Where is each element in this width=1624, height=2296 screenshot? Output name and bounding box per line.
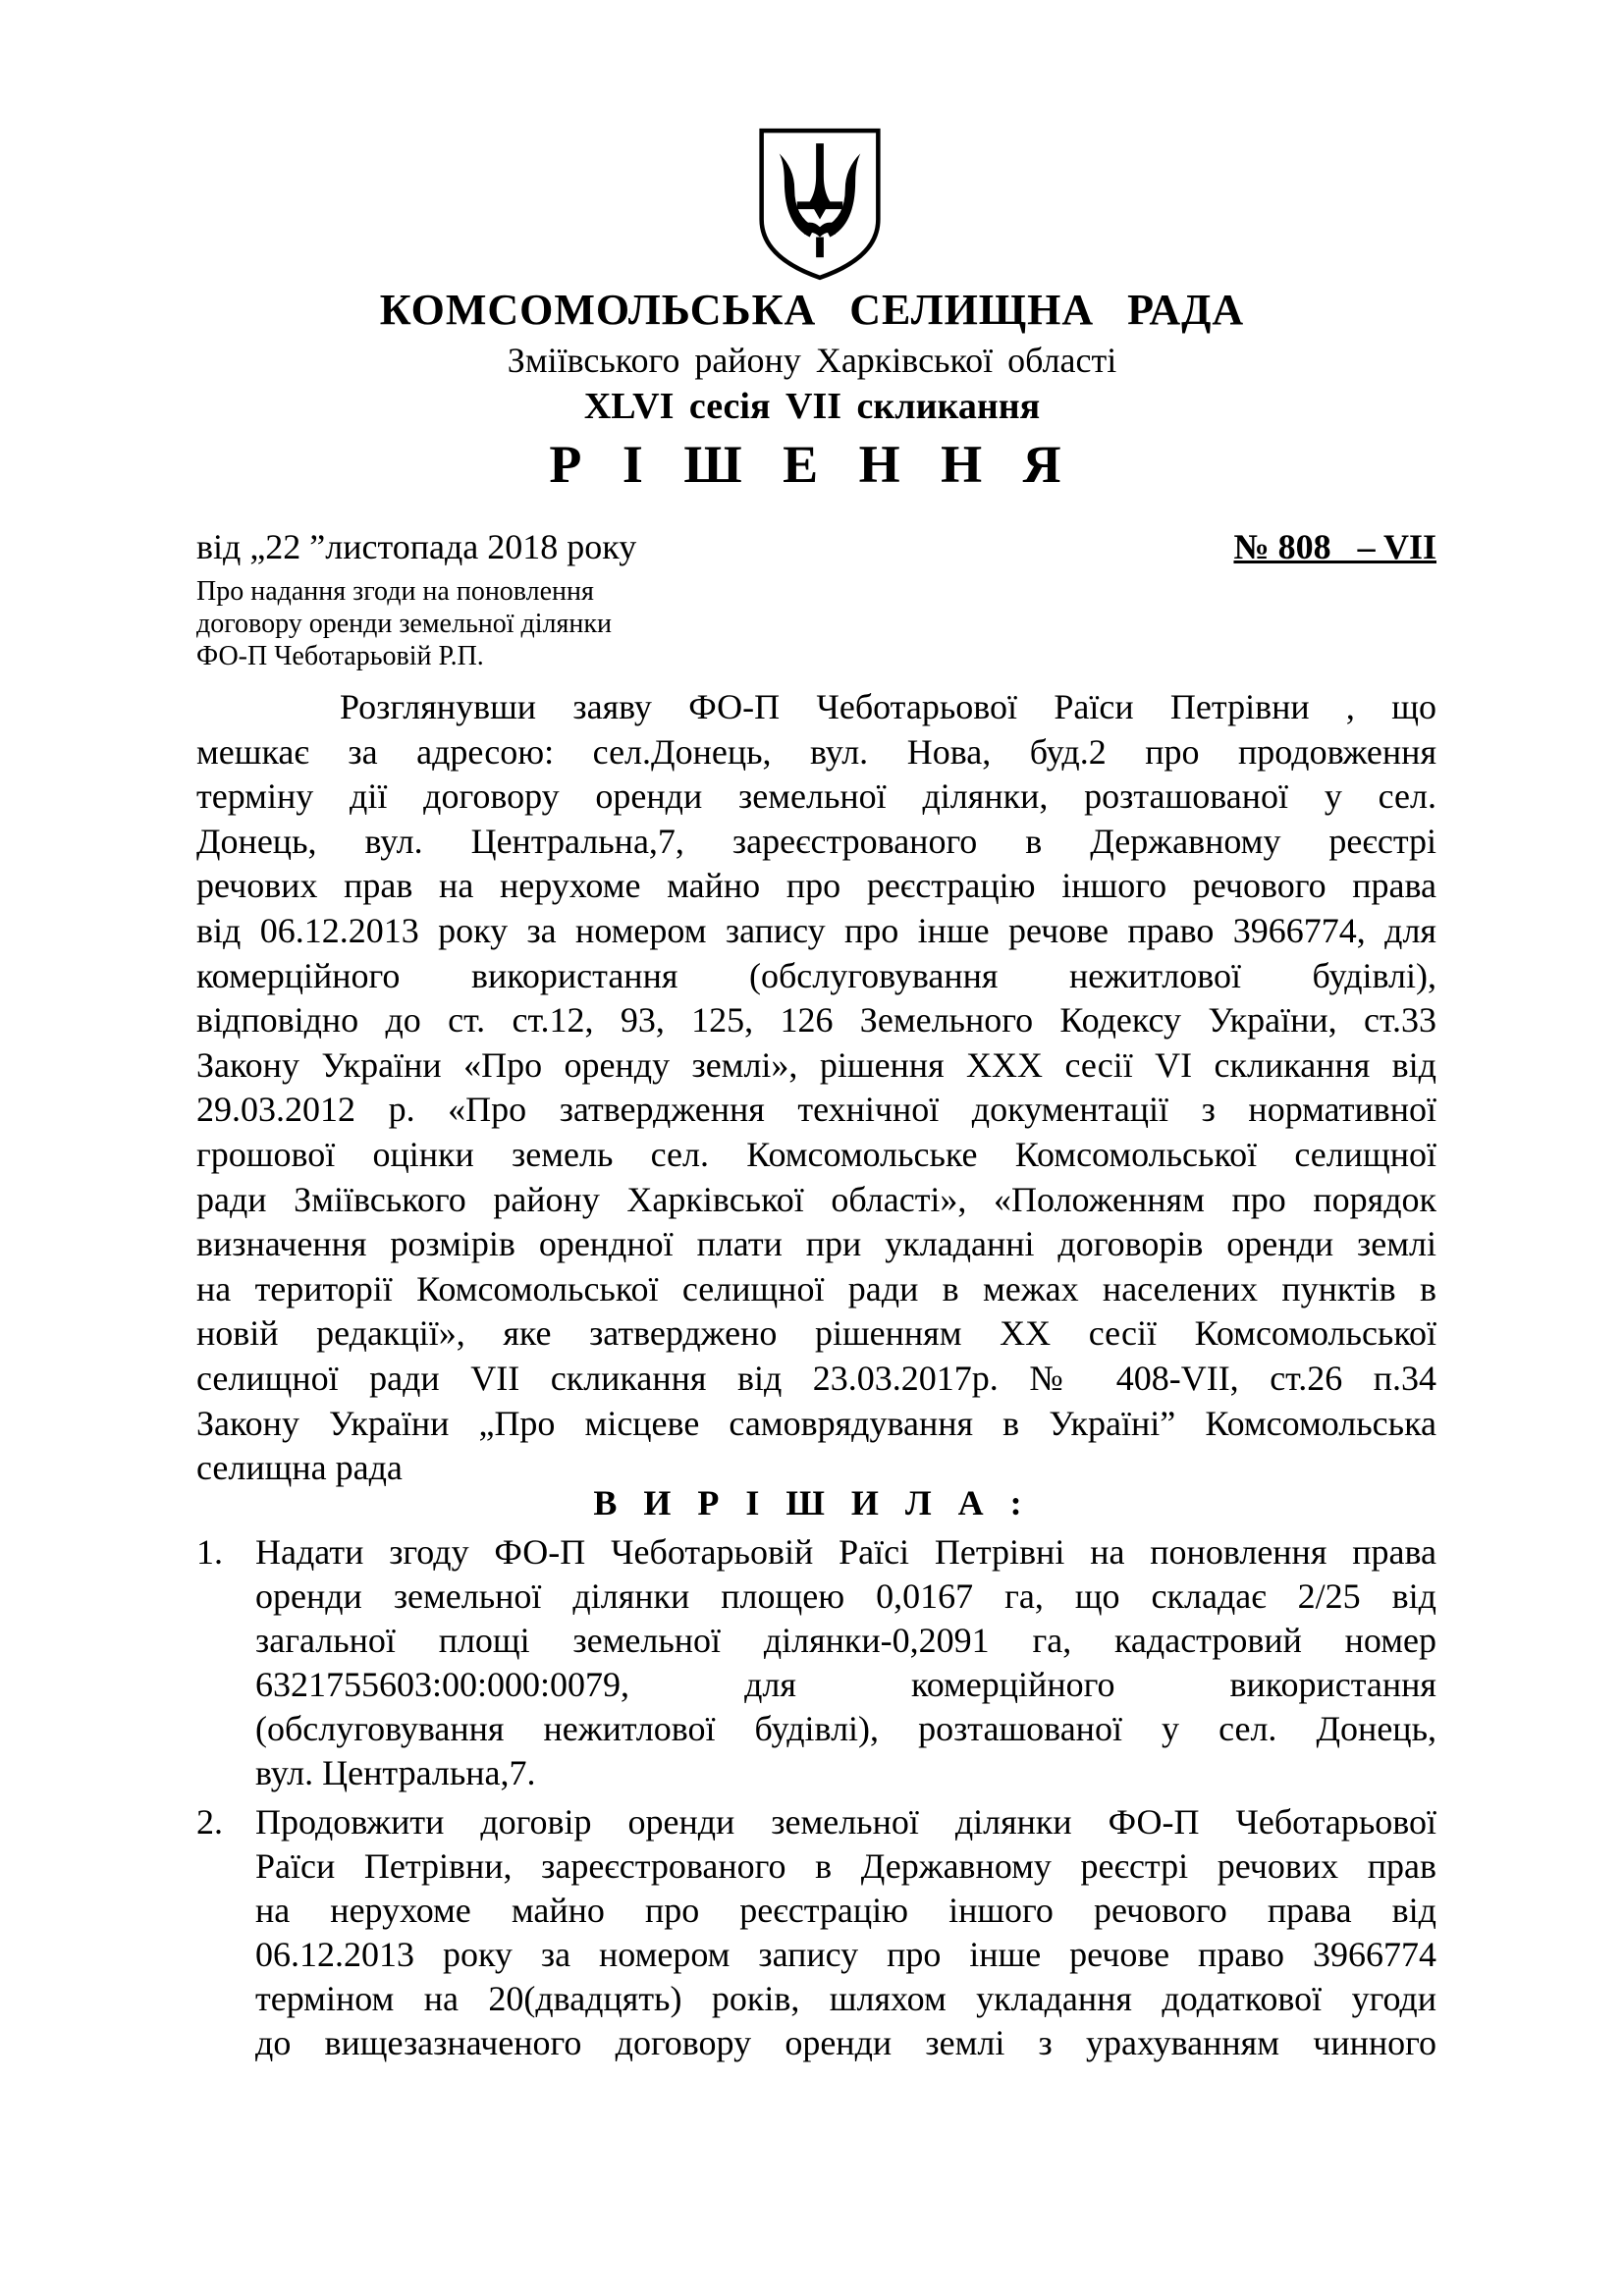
council-name: КОМСОМОЛЬСЬКА СЕЛИЩНА РАДА: [379, 286, 1245, 334]
item-line: Продовжити договір оренди земельної ділянки ФО-П Чеботарьової: [255, 1802, 1436, 1842]
preamble-line: Донець, вул. Центральна,7, зареєстрованого в Державному реєстрі: [196, 821, 1436, 861]
resolved-heading: В И Р І Ш И Л А :: [593, 1483, 1031, 1522]
item-line: вул. Центральна,7.: [255, 1753, 536, 1792]
preamble-line: грошової оцінки земель сел. Комсомольське Комсомольської селищної: [196, 1134, 1436, 1174]
item-line: на нерухоме майно про реєстрацію іншого речового права від: [255, 1891, 1436, 1930]
purpose-word: для: [744, 1665, 796, 1704]
purpose-word: використання: [1229, 1665, 1436, 1704]
preamble-line: селищної ради VII скликання від 23.03.2017р. № 408-VII, ст.26 п.34: [196, 1358, 1436, 1398]
item-number: 2.: [196, 1802, 223, 1842]
preamble-line: терміну дії договору оренди земельної ділянки, розташованої у сел.: [196, 776, 1436, 817]
preamble-line: новій редакції», яке затверджено рішенням ХХ сесії Комсомольської: [196, 1313, 1436, 1354]
purpose-word: комерційного: [911, 1665, 1115, 1704]
preamble-line: ради Зміївського району Харківської області», «Положенням про порядок: [196, 1179, 1436, 1219]
item-line: 06.12.2013 року за номером запису про інше речове право 3966774: [255, 1935, 1436, 1974]
resolution-list: [196, 1530, 1436, 2065]
preamble-line: відповідно до ст. ст.12, 93, 125, 126 Земельного Кодексу України, ст.33: [196, 1000, 1436, 1041]
item-line: до вищезазначеного договору оренди землі з урахуванням чинного: [255, 2023, 1436, 2062]
session-convocation: XLVI сесія VII скликання: [583, 386, 1041, 427]
preamble-line: селищна рада: [196, 1448, 403, 1488]
decision-subject: [196, 575, 612, 672]
preamble-line: речових прав на нерухоме майно про реєстрацію іншого речового права: [196, 866, 1436, 906]
preamble-line: мешкає за адресою: сел.Донець, вул. Нова, буд.2 про продовження: [196, 731, 1436, 772]
resolution-item: [196, 1800, 1436, 2065]
preamble-line: Закону України „Про місцеве самоврядування в Україні” Комсомольська: [196, 1403, 1436, 1443]
item-line: Раїси Петрівни, зареєстрованого в Державному реєстрі речових прав: [255, 1846, 1436, 1886]
subject-line: договору оренди земельної ділянки: [196, 609, 612, 639]
item-line: терміном на 20(двадцять) років, шляхом укладання додаткової угоди: [255, 1979, 1436, 2018]
preamble-line: визначення розмірів орендної плати при укладанні договорів оренди землі: [196, 1224, 1436, 1264]
subject-line: ФО-П Чеботарьовій Р.П.: [196, 641, 484, 671]
preamble-line: Розглянувши заяву ФО-П Чеботарьової Раїси Петрівни , що: [340, 687, 1436, 726]
item-line: оренди земельної ділянки площею 0,0167 га, що складає 2/25 від: [255, 1576, 1436, 1616]
trident-coat-of-arms-icon: [756, 126, 884, 283]
preamble-line: Закону України «Про оренду землі», рішення ХХХ сесії VІ скликання від: [196, 1044, 1436, 1085]
item-line: Надати згоду ФО-П Чеботарьовій Раїсі Петрівні на поновлення права: [255, 1532, 1436, 1572]
resolution-item: [196, 1530, 1436, 1795]
document-title: Р І Ш Е Н Н Я: [549, 435, 1075, 494]
item-number: 1.: [196, 1532, 223, 1572]
preamble-line: 29.03.2012 р. «Про затвердження технічної документації з нормативної: [196, 1090, 1436, 1130]
preamble-line: комерційного використання (обслуговування нежитлової будівлі),: [196, 955, 1436, 995]
decision-date: від „22 ”листопада 2018 року: [196, 527, 637, 566]
district-region: Зміївського району Харківської області: [507, 341, 1117, 380]
item-line: загальної площі земельної ділянки-0,2091 га, кадастровий номер: [255, 1621, 1436, 1660]
decision-number: № 808 – VII: [1233, 527, 1436, 566]
cadastral-number: 6321755603:00:000:0079,: [255, 1665, 630, 1704]
item-line: (обслуговування нежитлової будівлі), розташованої у сел. Донець,: [255, 1709, 1436, 1748]
preamble-line: від 06.12.2013 року за номером запису про інше речове право 3966774, для: [196, 910, 1436, 950]
preamble-line: на території Комсомольської селищної ради в межах населених пунктів в: [196, 1268, 1436, 1308]
preamble-paragraph: [196, 685, 1436, 1491]
item-line: [255, 1663, 1436, 1707]
subject-line: Про надання згоди на поновлення: [196, 576, 594, 607]
